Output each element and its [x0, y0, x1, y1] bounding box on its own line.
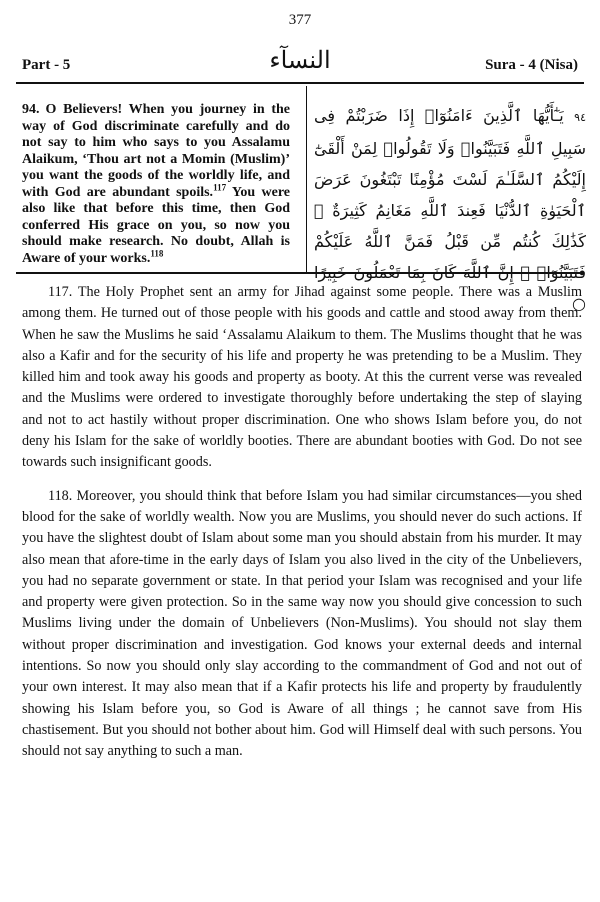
footnote-text: The Holy Prophet sent an army for Jihad against some people. There was a Muslim among them. He turned out of those people with his goods and cattle and stood away from them. When he saw the Muslims he said ‘Assalamu Alaikum to them. The Muslims thought that he was also a Kafir and for the security of his life and property he was pretending to be a Muslim. They killed him and took away his goods and property as booty. At this the current verse was revealed and the Muslims were ordered to investigate thoroughly before undertaking the step of slaying and not to act hastily without proper discrimination. One who shows Islam before you, do not deny his Islam for the sake of worldly booties. There are abundant booties with God. Do not see towards such insignificant goods. [22, 284, 582, 471]
footnote-118 [22, 486, 582, 763]
footnote-number: 117. [48, 284, 73, 300]
footnote-mark-118: 118 [150, 247, 164, 258]
ayah-end-marker: ○ [572, 294, 586, 313]
page-number: 377 [288, 12, 312, 28]
column-divider [306, 86, 307, 272]
footnote-number: 118. [48, 487, 73, 504]
footnote-mark-117: 117 [213, 181, 227, 192]
part-label: Part - 5 [22, 57, 71, 73]
arabic-verse-text: يَـٰٓأَيُّهَا ٱلَّذِينَ ءَامَنُوٓا۟ إِذَا ضَرَبْتُمْ فِى سَبِيلِ ٱللَّهِ فَتَبَيَّنُوا۟ وَلَا تَقُولُوا۟ لِمَنْ أَلْقَىٰٓ إِلَيْكُمُ ٱلسَّلَـٰمَ لَسْتَ مُؤْمِنًا تَبْتَغُونَ عَرَضَ ٱلْحَيَوٰةِ ٱلدُّنْيَا فَعِندَ ٱللَّهِ مَغَانِمُ كَثِيرَةٌ ۚ كَذَٰلِكَ كُنتُم مِّن قَبْلُ فَمَنَّ ٱللَّهُ عَلَيْكُمْ فَتَبَيَّنُوٓا۟ ۚ إِنَّ ٱللَّهَ كَانَ بِمَا تَعْمَلُونَ خَبِيرًا [314, 106, 586, 282]
verse-translation [22, 102, 290, 267]
footnotes-section [22, 282, 582, 763]
verse-text-continued: You were also like that before this time, then God conferred His grace on you, so now you should make research. No doubt, Allah is Aware of your works. [22, 184, 291, 266]
sura-label: Sura - 4 (Nisa) [485, 57, 578, 73]
footnote-text: Moreover, you should think that before Islam you had similar circumstances—you shed blood for the sake of worldly wealth. Now you are Muslims, you should never do such actions. If you have the slightest doubt of Islam about some man you should abstain from his murder. It may also mean that afore-time in the early days of Islam you also lived in the city of the Unbelievers, you had no separate government or state. In that period your Islam was recognised and your life and property were given protection. So in the same way now you should give concession to such Muslims living under the domain of Unbelievers (Non-Muslims). You should not slay them without proper discrimination and investigation. God knows your external deeds and internal intentions. So now you should only slay according to the commandment of God and not out of your own interest. It may also mean that if a Kafir protects his life and property by fraudulently showing his Islam before you, so God is Aware of all things ; he cannot save from His chastisement. But you should not bother about him. God will Himself deal with such persons. You should not say anything to such a man. [22, 487, 583, 760]
verse-text: O Believers! When you journey in the way of God discriminate carefully and do not say to him who says to you Assalamu Alaikum, ‘Thou art not a Momin (Muslim)’ you want the goods of the worldly life, and with God are abundant spoils. [22, 102, 290, 200]
verse-number: 94. [22, 102, 40, 117]
surah-title-arabic: النسآء [269, 48, 331, 74]
ayah-number: ٩٤ [574, 111, 586, 124]
footnote-117 [22, 282, 582, 474]
